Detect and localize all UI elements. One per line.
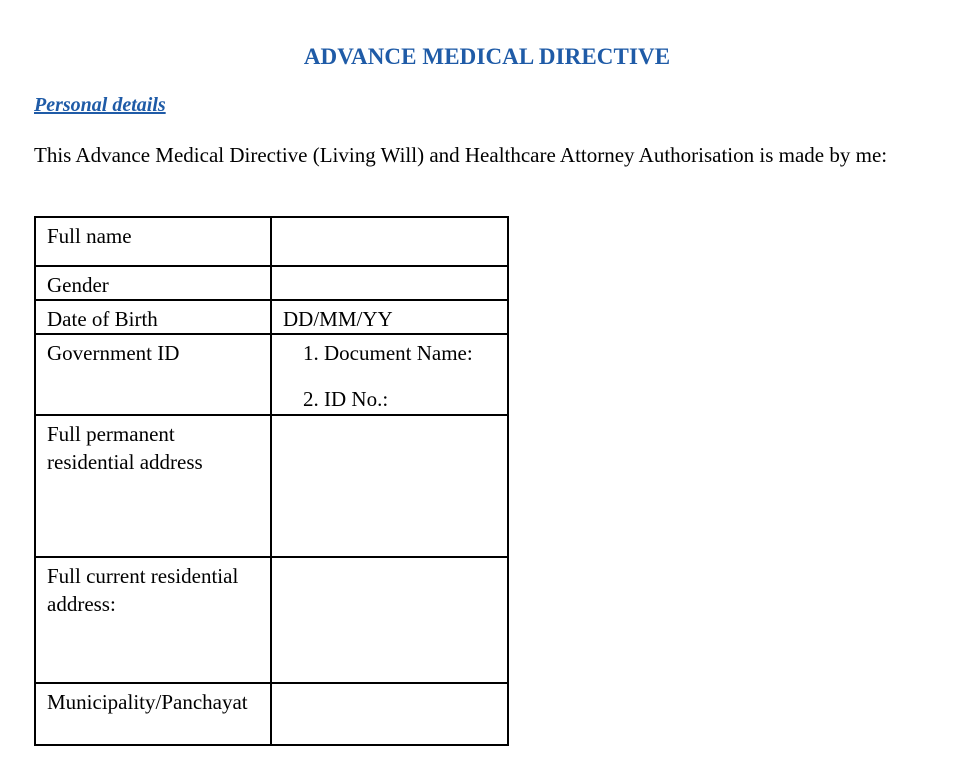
table-row-current-address <box>35 557 508 683</box>
label-municipality: Municipality/Panchayat <box>35 683 271 745</box>
field-current-address[interactable] <box>271 557 508 683</box>
table-row-gender <box>35 266 508 300</box>
table-row-government-id <box>35 334 508 415</box>
id-document-name-line: 1. Document Name: <box>303 341 473 365</box>
label-full-name: Full name <box>35 217 271 266</box>
id-number-line: 2. ID No.: <box>303 387 389 411</box>
field-municipality[interactable] <box>271 683 508 745</box>
intro-paragraph: This Advance Medical Directive (Living Will) and Healthcare Attorney Authorisation is made by me: <box>34 143 888 167</box>
table-row-full-name <box>35 217 508 266</box>
label-gender: Gender <box>35 266 271 300</box>
field-permanent-address[interactable] <box>271 415 508 557</box>
label-government-id: Government ID <box>35 334 271 415</box>
section-heading-personal-details: Personal details <box>34 94 166 116</box>
label-permanent-address: Full permanent residential address <box>35 415 271 557</box>
field-date-of-birth[interactable]: DD/MM/YY <box>271 300 508 334</box>
table-row-permanent-address <box>35 415 508 557</box>
personal-details-table <box>34 216 509 746</box>
table-row-municipality <box>35 683 508 745</box>
document-title: ADVANCE MEDICAL DIRECTIVE <box>303 44 671 69</box>
field-full-name[interactable] <box>271 217 508 266</box>
label-date-of-birth: Date of Birth <box>35 300 271 334</box>
table-row-date-of-birth <box>35 300 508 334</box>
field-gender[interactable] <box>271 266 508 300</box>
label-current-address: Full current residential address: <box>35 557 271 683</box>
field-government-id[interactable] <box>271 334 508 415</box>
